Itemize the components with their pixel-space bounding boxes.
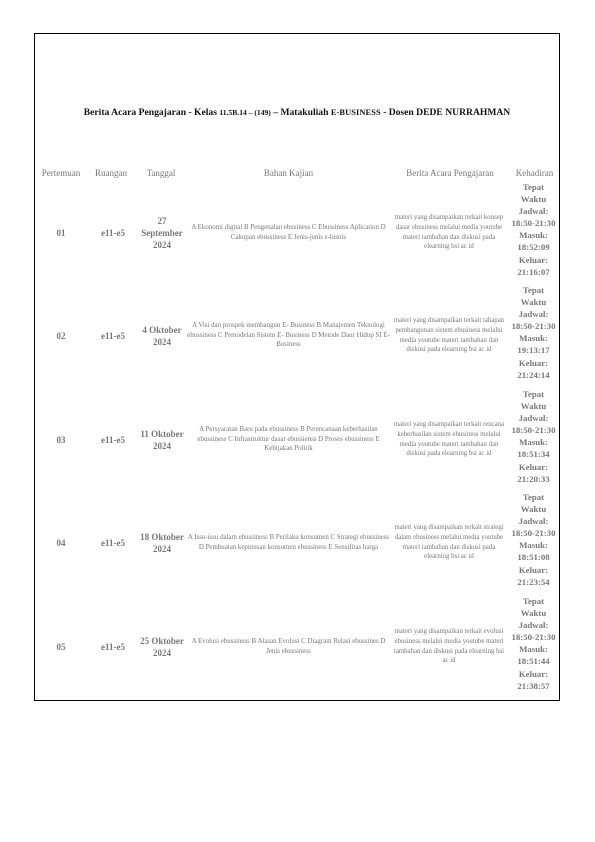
kehadiran-line: Keluar: — [518, 254, 549, 265]
title-part-1: Berita Acara Pengajaran - Kelas — [83, 107, 220, 118]
document-title — [34, 107, 560, 118]
table-row — [34, 181, 560, 284]
kehadiran-line: Jadwal: — [518, 206, 549, 217]
cell-bahan-kajian: A Ekonomi digital B Pengenalan ebusiness C Ebussiness Aplication D Cakupan ebussiness E Jenis-jenis e-bisnis — [191, 223, 386, 241]
kehadiran-line: 19:13:17 — [517, 345, 550, 356]
cell-tanggal: 18 Oktober 2024 — [140, 531, 184, 554]
kehadiran-line: Masuk: — [519, 644, 548, 655]
title-class: 11.5B.14 – (149) — [219, 108, 271, 117]
kehadiran-line: Waktu — [520, 194, 547, 205]
kehadiran-line: Masuk: — [519, 333, 548, 344]
cell-pertemuan: 01 — [56, 227, 66, 238]
kehadiran-line: 21:16:07 — [517, 266, 550, 277]
cell-pertemuan: 05 — [56, 641, 66, 652]
kehadiran-line: 21:38:57 — [517, 680, 550, 691]
kehadiran-line: Jadwal: — [518, 309, 549, 320]
kehadiran-line: Jadwal: — [518, 516, 549, 527]
cell-ruangan: e11-e5 — [101, 641, 125, 652]
kehadiran-line: Waktu — [520, 608, 547, 619]
cell-kehadiran — [507, 595, 560, 698]
kehadiran-line: Tepat — [522, 285, 545, 295]
cell-kehadiran — [507, 491, 560, 594]
cell-berita-acara: materi yang disampaikan terkait rencana keberhasilan sistem ebusiness melalui media youtube materi tambahan dan diskusi pada elearning bsi ac id — [393, 421, 505, 458]
kehadiran-line: 18:51:34 — [517, 449, 550, 460]
kehadiran-line: 18:51:08 — [517, 552, 550, 563]
kehadiran-line: Jadwal: — [518, 620, 549, 631]
cell-pertemuan: 03 — [56, 434, 66, 445]
kehadiran-line: 18:50-21:30 — [511, 321, 556, 332]
title-lecturer: DEDE NURRAHMAN — [416, 107, 511, 118]
kehadiran-line: Waktu — [520, 401, 547, 412]
cell-berita-acara: materi yang disampaikan terkait konsep dasar ebusiness melalui media youtube materi tambahan dan diskusi pada elearning bsi ac id — [394, 214, 504, 251]
cell-tanggal: 25 Oktober 2024 — [140, 635, 184, 658]
kehadiran-line: 18:51:44 — [517, 656, 550, 667]
kehadiran-line: Tepat — [522, 596, 545, 606]
table-row — [34, 491, 560, 594]
kehadiran-line: Waktu — [520, 297, 547, 308]
kehadiran-line: Masuk: — [519, 540, 548, 551]
kehadiran-line: Jadwal: — [518, 413, 549, 424]
header-ruangan: Ruangan — [95, 168, 127, 178]
cell-kehadiran — [507, 181, 560, 284]
cell-pertemuan: 04 — [56, 537, 66, 548]
cell-tanggal: 27 September 2024 — [141, 215, 183, 250]
cell-tanggal: 4 Oktober 2024 — [142, 324, 182, 347]
cell-tanggal: 11 Oktober 2024 — [140, 428, 184, 451]
page-border-bottom — [34, 700, 560, 702]
kehadiran-line: 18:52:09 — [517, 242, 550, 253]
cell-pertemuan: 02 — [56, 330, 66, 341]
kehadiran-line: 18:50-21:30 — [511, 528, 556, 539]
kehadiran-line: Masuk: — [519, 437, 548, 448]
kehadiran-line: 21:23:54 — [517, 576, 550, 587]
kehadiran-line: 21:20:33 — [517, 473, 550, 484]
header-bahan-kajian: Bahan Kajian — [263, 168, 314, 178]
kehadiran-line: Keluar: — [518, 564, 549, 575]
cell-berita-acara: materi yang disampaikan terkait evolusi ebusiness melalui media youtube materi tambahan dan diskusi pada elearning bsi ac id — [393, 628, 505, 665]
kehadiran-line: Tepat — [522, 389, 545, 399]
kehadiran-line: 21:24:14 — [517, 369, 550, 380]
kehadiran-line: Waktu — [520, 504, 547, 515]
cell-berita-acara: materi yang disampaikan terkait tahapan pembangunan sistem ebusiness melalui media youtube materi tambahan dan diskusi pada elearning bsi ac id — [393, 317, 505, 354]
table-row — [34, 284, 560, 387]
cell-ruangan: e11-e5 — [101, 227, 125, 238]
table-row — [34, 595, 560, 698]
kehadiran-line: Masuk: — [519, 230, 548, 241]
kehadiran-line: 18:50-21:30 — [511, 218, 556, 229]
header-tanggal: Tanggal — [146, 168, 176, 178]
table-row — [34, 388, 560, 491]
cell-bahan-kajian: A Evolusi ebussiness B Alasan Evolusi C Diagram Relasi ebussines D Jenis ebussiness — [191, 637, 386, 655]
kehadiran-line: Tepat — [522, 492, 545, 502]
header-berita-acara: Berita Acara Pengajaran — [406, 168, 494, 178]
title-part-2: – Matakuliah — [270, 107, 331, 118]
cell-bahan-kajian: A Persyaratan Baru pada ebussiness B Perencanaan keberhasilan ebussiness C Infrastruktur dasar ebussienss D Proses ebussiness E Kebijakan Politik — [197, 426, 380, 453]
title-part-3: - Dosen — [380, 107, 417, 118]
cell-ruangan: e11-e5 — [101, 434, 125, 445]
cell-kehadiran — [507, 388, 560, 491]
kehadiran-line: Keluar: — [518, 668, 549, 679]
header-kehadiran: Kehadiran — [515, 168, 554, 178]
cell-ruangan: e11-e5 — [101, 537, 125, 548]
cell-ruangan: e11-e5 — [101, 330, 125, 341]
cell-kehadiran — [507, 284, 560, 387]
cell-bahan-kajian: A Issu-issu dalam ebussiness B Perilaku konsumen C Strategi ebussiness D Pembuatan keputusan konsumen ebussiness E Sensifitas harga — [187, 533, 390, 551]
cell-bahan-kajian: A Visi dan prospek membangun E- Business B Manajemen Teknologi ebussiness C Pemodelan Sistem E- Business D Metode Daur Hidup SI E- Business — [187, 322, 390, 349]
kehadiran-line: 18:50-21:30 — [511, 425, 556, 436]
kehadiran-line: 18:50-21:30 — [511, 632, 556, 643]
title-course: E-BUSINESS — [330, 108, 381, 117]
header-pertemuan: Pertemuan — [41, 168, 81, 178]
cell-berita-acara: materi yang disampaikan terkait strategi dalam ebusiness melalui media youtube materi tambahan dan diskusi pada elearning bsi ac id — [394, 524, 504, 561]
kehadiran-line: Keluar: — [518, 357, 549, 368]
kehadiran-line: Keluar: — [518, 461, 549, 472]
kehadiran-line: Tepat — [522, 182, 545, 192]
